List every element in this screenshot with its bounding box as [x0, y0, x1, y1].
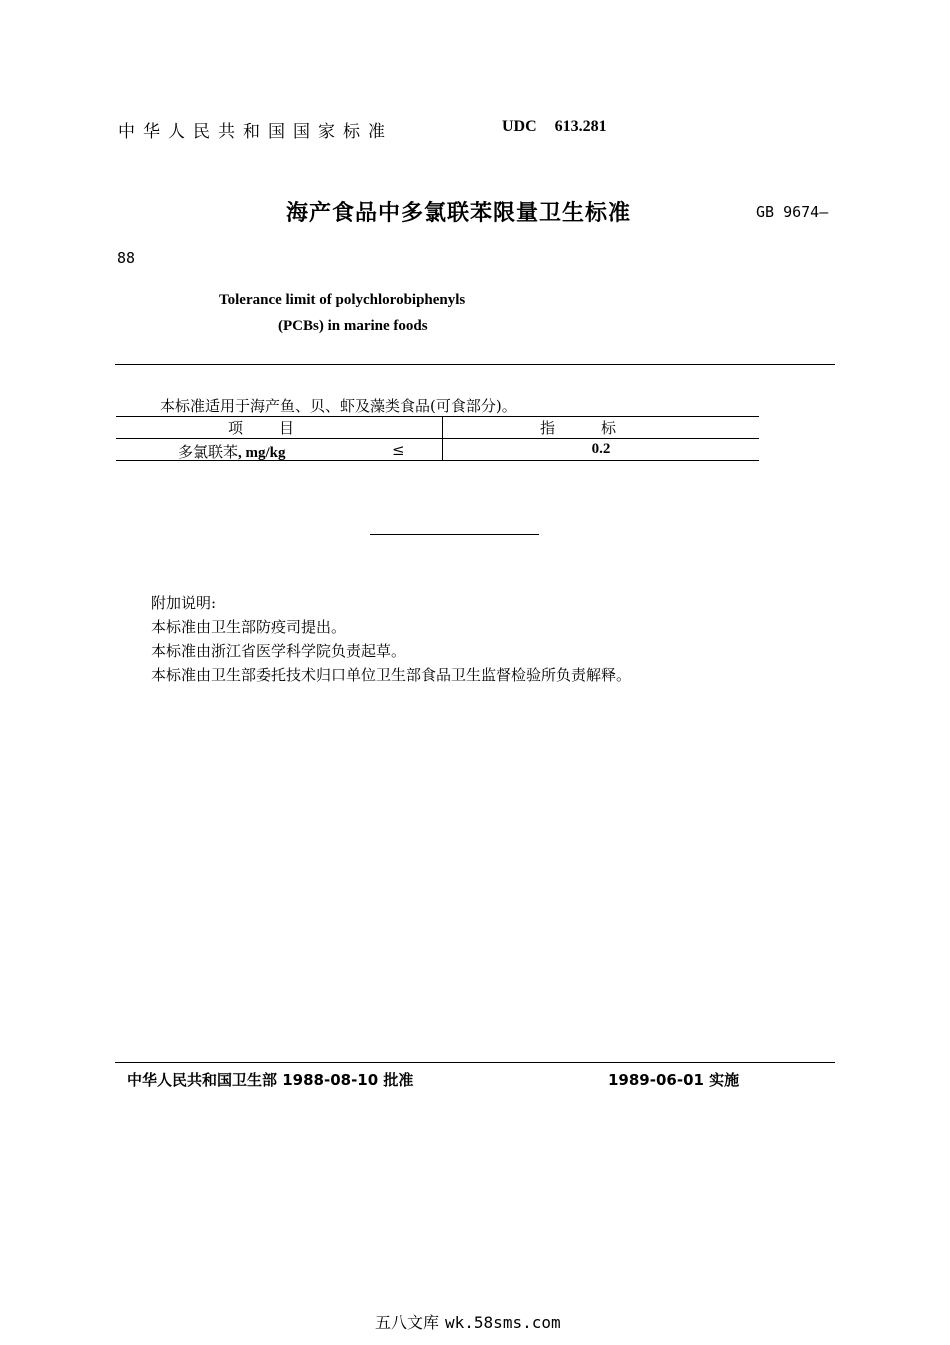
row-comparator: ≤	[392, 441, 405, 459]
national-standard-label: 中华人民共和国国家标准	[118, 122, 393, 142]
scope-statement: 本标准适用于海产鱼、贝、虾及藻类食品(可食部分)。	[160, 397, 517, 415]
row-item-cell	[116, 439, 443, 461]
footer-divider	[115, 1062, 835, 1063]
document-title-english-line2: (PCBs) in marine foods	[278, 318, 428, 334]
limit-table	[116, 416, 759, 461]
standard-number: GB 9674—	[756, 203, 829, 221]
notes-line: 本标准由卫生部防疫司提出。	[151, 618, 347, 636]
section-divider	[370, 534, 539, 535]
document-title-english-line1: Tolerance limit of polychlorobiphenyls	[219, 292, 466, 308]
standard-year: 88	[117, 249, 136, 267]
udc-number: 613.281	[554, 118, 607, 135]
document-title-chinese: 海产食品中多氯联苯限量卫生标准	[286, 201, 632, 226]
additional-notes	[151, 591, 631, 687]
notes-heading: 附加说明:	[151, 594, 217, 612]
udc-classification	[502, 118, 607, 136]
site-name: 五八文库	[375, 1313, 440, 1332]
effective-date: 1989-06-01 实施	[608, 1071, 740, 1089]
notes-line: 本标准由浙江省医学科学院负责起草。	[151, 642, 407, 660]
notes-line: 本标准由卫生部委托技术归口单位卫生部食品卫生监督检验所负责解释。	[151, 666, 632, 684]
approval-statement: 中华人民共和国卫生部 1988-08-10 批准	[127, 1071, 414, 1089]
table-row	[116, 439, 759, 461]
site-url[interactable]: wk.58sms.com	[445, 1313, 561, 1332]
header-item: 项目	[116, 417, 443, 439]
row-value: 0.2	[443, 439, 760, 461]
header-indicator: 指标	[443, 417, 760, 439]
watermark-footer	[375, 1310, 561, 1333]
table-header-row	[116, 417, 759, 439]
header-divider	[115, 364, 835, 365]
udc-label: UDC	[502, 118, 537, 135]
row-item-name: 多氯联苯, mg/kg	[178, 443, 286, 461]
